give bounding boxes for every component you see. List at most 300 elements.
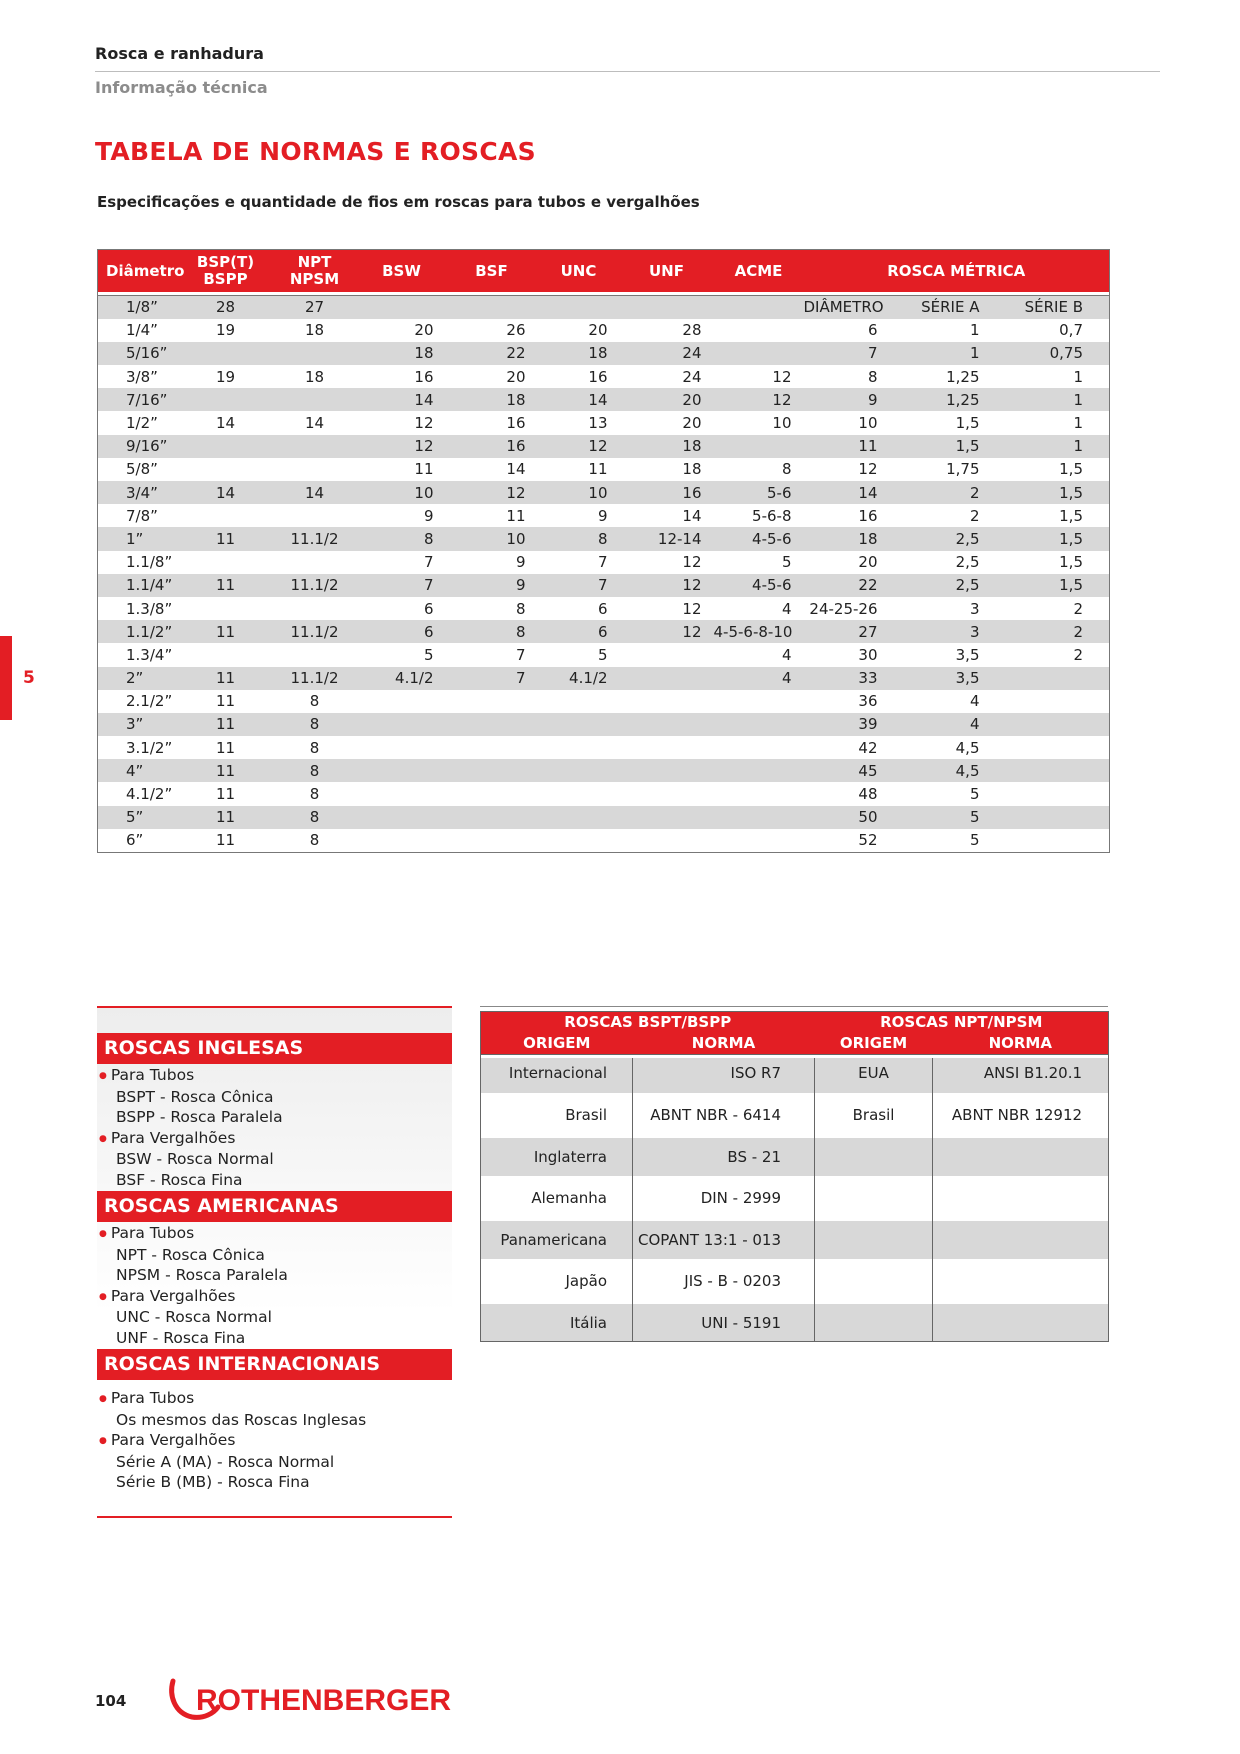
- table-cell: 2.1/2”: [98, 690, 180, 713]
- header-norma-bsp: NORMA: [633, 1033, 815, 1055]
- table-cell: UNI - 5191: [633, 1304, 815, 1342]
- table-cell: 1,5: [904, 411, 998, 434]
- table-row: [481, 1058, 1109, 1093]
- table-cell: 11: [180, 690, 272, 713]
- table-cell: 9: [446, 574, 538, 597]
- table-cell: 18: [446, 388, 538, 411]
- table-cell: 36: [804, 690, 904, 713]
- list-sub-item: Série B (MB) - Rosca Fina: [116, 1473, 310, 1491]
- table-cell: [358, 713, 446, 736]
- table-cell: 4,5: [904, 759, 998, 782]
- table-cell: 5/16”: [98, 342, 180, 365]
- table-row: [98, 527, 1110, 550]
- list-bullet-item: ● Para Vergalhões: [97, 1286, 452, 1308]
- table-cell: [272, 504, 358, 527]
- table-cell: 1.3/4”: [98, 643, 180, 666]
- table-cell: 12: [620, 620, 714, 643]
- table-cell: 11: [180, 829, 272, 852]
- table-cell: 2: [998, 643, 1110, 666]
- table-row: [481, 1221, 1109, 1259]
- table-cell: 12-14: [620, 527, 714, 550]
- table-cell: 1: [998, 435, 1110, 458]
- table-cell: [358, 736, 446, 759]
- table-cell: 6: [538, 620, 620, 643]
- table-cell: 11.1/2: [272, 574, 358, 597]
- table-cell: 6: [538, 597, 620, 620]
- table-cell: 16: [620, 481, 714, 504]
- table-cell: 3,5: [904, 643, 998, 666]
- header-bsf: BSF: [446, 250, 538, 292]
- list-sub-item: UNC - Rosca Normal: [116, 1308, 272, 1326]
- table-cell: ANSI B1.20.1: [933, 1058, 1109, 1093]
- norms-table-top-rule: [480, 1006, 1108, 1007]
- table-row: [98, 342, 1110, 365]
- table-cell: 5: [358, 643, 446, 666]
- table-cell: 12: [620, 551, 714, 574]
- table-row: [98, 551, 1110, 574]
- table-cell: 11: [538, 458, 620, 481]
- table-cell: 18: [272, 319, 358, 342]
- table-cell: 7: [358, 574, 446, 597]
- table-cell: 6: [358, 597, 446, 620]
- table-cell: 4,5: [904, 736, 998, 759]
- table-cell: 1,5: [998, 504, 1110, 527]
- header-divider: [95, 71, 1160, 72]
- table-row: [98, 458, 1110, 481]
- table-cell: 52: [804, 829, 904, 852]
- list-sub-item: UNF - Rosca Fina: [116, 1328, 246, 1347]
- table-cell: 20: [446, 365, 538, 388]
- table-cell: [620, 296, 714, 319]
- table-cell: 9/16”: [98, 435, 180, 458]
- table-cell: 22: [446, 342, 538, 365]
- table-cell: 7: [538, 574, 620, 597]
- table-cell: [272, 551, 358, 574]
- section-roscas-internacionais-list: [97, 1388, 452, 1493]
- table-cell: [998, 736, 1110, 759]
- table-cell: [998, 713, 1110, 736]
- list-sub-item: BSPP - Rosca Paralela: [116, 1108, 283, 1126]
- table-cell: [933, 1176, 1109, 1221]
- list-bullet-item: ● Para Tubos: [97, 1388, 452, 1410]
- table-cell: [998, 690, 1110, 713]
- table-cell: 42: [804, 736, 904, 759]
- table-cell: 9: [358, 504, 446, 527]
- table-cell: 4: [714, 667, 804, 690]
- table-cell: 14: [538, 388, 620, 411]
- table-cell: [272, 388, 358, 411]
- table-cell: 1/2”: [98, 411, 180, 434]
- table-cell: 11: [180, 759, 272, 782]
- table-cell: 4.1/2: [358, 667, 446, 690]
- page-title: TABELA DE NORMAS E ROSCAS: [95, 137, 536, 166]
- list-sub-item: Os mesmos das Roscas Inglesas: [116, 1410, 367, 1429]
- table-cell: [620, 643, 714, 666]
- table-cell: 8: [446, 597, 538, 620]
- table-cell: 20: [804, 551, 904, 574]
- table-header-row: [98, 250, 1110, 292]
- table-cell: 11: [180, 527, 272, 550]
- table-cell: 1/4”: [98, 319, 180, 342]
- table-cell: [358, 759, 446, 782]
- table-cell: 2”: [98, 667, 180, 690]
- table-cell: 4”: [98, 759, 180, 782]
- table-cell: [272, 342, 358, 365]
- table-cell: [180, 643, 272, 666]
- table-row: [98, 806, 1110, 829]
- table-cell: 8: [272, 736, 358, 759]
- header-bsw: BSW: [358, 250, 446, 292]
- table-cell: ABNT NBR 12912: [933, 1093, 1109, 1138]
- section-roscas-inglesas-list: [97, 1065, 452, 1190]
- table-cell: DIÂMETRO: [804, 296, 904, 319]
- table-cell: 1: [998, 388, 1110, 411]
- table-cell: 50: [804, 806, 904, 829]
- table-cell: 7: [538, 551, 620, 574]
- list-bullet-item: ● Para Tubos: [97, 1065, 452, 1087]
- table-cell: 7: [804, 342, 904, 365]
- table-cell: 14: [180, 411, 272, 434]
- header-npt-line2: NPSM: [289, 269, 340, 288]
- list-bullet-item: ● Para Vergalhões: [97, 1128, 452, 1150]
- header-origem-bsp: ORIGEM: [481, 1033, 633, 1055]
- table-cell: 6”: [98, 829, 180, 852]
- table-cell: 0,7: [998, 319, 1110, 342]
- table-cell: 12: [538, 435, 620, 458]
- table-row: [481, 1304, 1109, 1342]
- table-cell: Brasil: [815, 1093, 933, 1138]
- table-cell: 8: [272, 782, 358, 805]
- table-row: [481, 1138, 1109, 1176]
- table-cell: 1/8”: [98, 296, 180, 319]
- table-cell: 2: [998, 620, 1110, 643]
- table-cell: 14: [620, 504, 714, 527]
- table-row: [481, 1176, 1109, 1221]
- table-cell: 4.1/2”: [98, 782, 180, 805]
- header-norma-npt: NORMA: [933, 1033, 1109, 1055]
- table-row: [98, 643, 1110, 666]
- table-cell: 14: [446, 458, 538, 481]
- thread-types-panel: [97, 1006, 452, 1518]
- table-cell: 1.1/8”: [98, 551, 180, 574]
- header-subtitle: Informação técnica: [95, 78, 268, 97]
- list-sub-item: BSPT - Rosca Cônica: [116, 1087, 274, 1106]
- table-cell: 8: [446, 620, 538, 643]
- table-cell: [272, 435, 358, 458]
- table-cell: 26: [446, 319, 538, 342]
- section-roscas-americanas-title: ROSCAS AMERICANAS: [97, 1191, 452, 1222]
- table-cell: 3.1/2”: [98, 736, 180, 759]
- header-roscas-npt: ROSCAS NPT/NPSM: [815, 1012, 1109, 1034]
- rothenberger-logo: [166, 1677, 466, 1723]
- table-cell: [714, 296, 804, 319]
- table-cell: [998, 782, 1110, 805]
- table-cell: 4: [714, 643, 804, 666]
- table-cell: 10: [714, 411, 804, 434]
- table-cell: BS - 21: [633, 1138, 815, 1176]
- table-cell: [446, 806, 538, 829]
- header-npt-line1: NPT: [297, 253, 332, 272]
- list-sub-item: NPSM - Rosca Paralela: [116, 1266, 288, 1284]
- table-cell: 19: [180, 319, 272, 342]
- table-cell: 7: [446, 643, 538, 666]
- table-cell: 8: [714, 458, 804, 481]
- table-row: [98, 690, 1110, 713]
- norms-column-header-row: [481, 1033, 1109, 1055]
- table-cell: 7: [358, 551, 446, 574]
- table-cell: 2: [904, 504, 998, 527]
- table-cell: 10: [358, 481, 446, 504]
- table-cell: 10: [804, 411, 904, 434]
- table-row: [98, 481, 1110, 504]
- table-cell: 1,25: [904, 388, 998, 411]
- table-cell: 7/8”: [98, 504, 180, 527]
- header-bsp-line2: BSPP: [203, 269, 248, 288]
- table-cell: [272, 643, 358, 666]
- header-title: Rosca e ranhadura: [95, 44, 264, 63]
- table-cell: 1: [904, 342, 998, 365]
- table-cell: 5-6: [714, 481, 804, 504]
- table-cell: [446, 759, 538, 782]
- table-cell: 4-5-6-8-10: [714, 620, 804, 643]
- table-cell: [933, 1221, 1109, 1259]
- table-cell: 12: [358, 435, 446, 458]
- table-cell: 11: [180, 574, 272, 597]
- table-cell: 7/16”: [98, 388, 180, 411]
- table-cell: DIN - 2999: [633, 1176, 815, 1221]
- table-cell: 11: [446, 504, 538, 527]
- table-cell: 4: [904, 713, 998, 736]
- table-cell: 24: [620, 342, 714, 365]
- table-cell: 18: [538, 342, 620, 365]
- table-cell: 5: [714, 551, 804, 574]
- table-cell: [538, 782, 620, 805]
- table-cell: [538, 690, 620, 713]
- list-sub-item: NPT - Rosca Cônica: [116, 1245, 265, 1264]
- table-cell: 4: [714, 597, 804, 620]
- table-row: [98, 296, 1110, 319]
- table-cell: 8: [272, 829, 358, 852]
- section-tab: [0, 636, 12, 720]
- table-cell: [998, 829, 1110, 852]
- table-cell: [358, 782, 446, 805]
- table-cell: Brasil: [481, 1093, 633, 1138]
- table-cell: 11: [180, 806, 272, 829]
- table-cell: [446, 736, 538, 759]
- table-cell: 13: [538, 411, 620, 434]
- table-cell: 14: [272, 411, 358, 434]
- table-row: [98, 504, 1110, 527]
- list-bullet-item: ● Para Vergalhões: [97, 1430, 452, 1452]
- table-cell: [358, 690, 446, 713]
- table-cell: 12: [620, 597, 714, 620]
- table-cell: 9: [538, 504, 620, 527]
- table-cell: [815, 1176, 933, 1221]
- table-cell: [180, 458, 272, 481]
- table-cell: [180, 597, 272, 620]
- table-cell: [998, 759, 1110, 782]
- header-origem-npt: ORIGEM: [815, 1033, 933, 1055]
- table-cell: 27: [272, 296, 358, 319]
- table-cell: [620, 736, 714, 759]
- table-cell: 2,5: [904, 551, 998, 574]
- table-cell: 11: [180, 782, 272, 805]
- table-cell: [358, 806, 446, 829]
- table-cell: [180, 504, 272, 527]
- table-cell: [714, 690, 804, 713]
- table-cell: 4: [904, 690, 998, 713]
- table-row: [98, 597, 1110, 620]
- page-number: 104: [95, 1692, 127, 1710]
- table-row: [98, 388, 1110, 411]
- table-cell: [180, 551, 272, 574]
- table-cell: 0,75: [998, 342, 1110, 365]
- table-cell: 12: [358, 411, 446, 434]
- table-cell: 2: [998, 597, 1110, 620]
- table-cell: [272, 458, 358, 481]
- section-roscas-inglesas-title: ROSCAS INGLESAS: [97, 1033, 452, 1064]
- table-cell: 2,5: [904, 527, 998, 550]
- table-cell: ISO R7: [633, 1058, 815, 1093]
- table-cell: 11: [180, 736, 272, 759]
- table-cell: [620, 690, 714, 713]
- table-cell: [358, 829, 446, 852]
- table-cell: 12: [446, 481, 538, 504]
- table-cell: 1,5: [998, 527, 1110, 550]
- table-cell: 1: [904, 319, 998, 342]
- table-cell: 14: [272, 481, 358, 504]
- table-row: [481, 1093, 1109, 1138]
- table-cell: [714, 435, 804, 458]
- table-row: [98, 667, 1110, 690]
- table-cell: Internacional: [481, 1058, 633, 1093]
- table-cell: 1.1/4”: [98, 574, 180, 597]
- table-cell: 11.1/2: [272, 620, 358, 643]
- table-cell: 39: [804, 713, 904, 736]
- table-cell: 3/4”: [98, 481, 180, 504]
- table-cell: 1.3/8”: [98, 597, 180, 620]
- table-cell: 12: [714, 365, 804, 388]
- table-cell: [620, 713, 714, 736]
- header-rosca-metrica: ROSCA MÉTRICA: [804, 250, 1110, 292]
- table-cell: 12: [714, 388, 804, 411]
- table-cell: 5”: [98, 806, 180, 829]
- table-cell: 30: [804, 643, 904, 666]
- table-cell: 3,5: [904, 667, 998, 690]
- table-row: [98, 829, 1110, 852]
- table-cell: 3: [904, 597, 998, 620]
- section-number: 5: [23, 668, 35, 688]
- table-row: [98, 574, 1110, 597]
- table-cell: 10: [446, 527, 538, 550]
- table-cell: 8: [272, 806, 358, 829]
- table-cell: 1,5: [998, 574, 1110, 597]
- table-cell: [714, 759, 804, 782]
- logo-wordmark: ROTHENBERGER: [196, 1684, 452, 1717]
- table-cell: 16: [804, 504, 904, 527]
- table-cell: 3: [904, 620, 998, 643]
- table-cell: 5: [904, 806, 998, 829]
- table-cell: 5: [904, 829, 998, 852]
- table-cell: [180, 342, 272, 365]
- table-cell: [620, 782, 714, 805]
- table-cell: 14: [180, 481, 272, 504]
- table-cell: 1,75: [904, 458, 998, 481]
- table-cell: 11: [180, 713, 272, 736]
- table-cell: Panamericana: [481, 1221, 633, 1259]
- table-cell: 11: [180, 667, 272, 690]
- table-cell: 1,25: [904, 365, 998, 388]
- table-cell: 9: [804, 388, 904, 411]
- table-cell: [714, 806, 804, 829]
- table-cell: 5/8”: [98, 458, 180, 481]
- table-cell: 9: [446, 551, 538, 574]
- table-cell: 16: [446, 411, 538, 434]
- table-cell: 1,5: [998, 481, 1110, 504]
- table-cell: 48: [804, 782, 904, 805]
- table-cell: 20: [620, 411, 714, 434]
- table-cell: 2: [904, 481, 998, 504]
- table-row: [98, 620, 1110, 643]
- table-row: [98, 736, 1110, 759]
- table-cell: 8: [358, 527, 446, 550]
- header-acme: ACME: [714, 250, 804, 292]
- list-sub-item: BSF - Rosca Fina: [116, 1170, 243, 1189]
- table-cell: Inglaterra: [481, 1138, 633, 1176]
- table-cell: [815, 1221, 933, 1259]
- table-cell: 20: [358, 319, 446, 342]
- table-cell: 28: [180, 296, 272, 319]
- table-cell: [815, 1304, 933, 1342]
- table-cell: 16: [538, 365, 620, 388]
- header-unc: UNC: [538, 250, 620, 292]
- table-cell: 33: [804, 667, 904, 690]
- section-roscas-internacionais-title: ROSCAS INTERNACIONAIS: [97, 1349, 452, 1380]
- table-cell: 8: [272, 713, 358, 736]
- table-cell: 4.1/2: [538, 667, 620, 690]
- table-cell: 1,5: [904, 435, 998, 458]
- table-cell: 18: [804, 527, 904, 550]
- table-cell: [714, 782, 804, 805]
- table-cell: 6: [358, 620, 446, 643]
- header-npt: [272, 250, 358, 292]
- table-cell: 18: [620, 435, 714, 458]
- table-cell: 22: [804, 574, 904, 597]
- table-cell: 10: [538, 481, 620, 504]
- table-cell: 20: [538, 319, 620, 342]
- table-cell: 5: [538, 643, 620, 666]
- table-cell: 11.1/2: [272, 667, 358, 690]
- table-cell: 45: [804, 759, 904, 782]
- table-cell: Japão: [481, 1259, 633, 1304]
- header-roscas-bsp: ROSCAS BSPT/BSPP: [481, 1012, 815, 1034]
- table-cell: 8: [272, 690, 358, 713]
- table-cell: [933, 1138, 1109, 1176]
- table-row: [98, 435, 1110, 458]
- table-row: [98, 411, 1110, 434]
- table-cell: [620, 829, 714, 852]
- table-cell: [714, 736, 804, 759]
- table-cell: [620, 667, 714, 690]
- table-cell: 8: [538, 527, 620, 550]
- table-cell: 11: [358, 458, 446, 481]
- table-cell: [714, 319, 804, 342]
- table-cell: [998, 667, 1110, 690]
- table-cell: 18: [272, 365, 358, 388]
- table-cell: [538, 806, 620, 829]
- table-cell: 5: [904, 782, 998, 805]
- table-cell: 1,5: [998, 458, 1110, 481]
